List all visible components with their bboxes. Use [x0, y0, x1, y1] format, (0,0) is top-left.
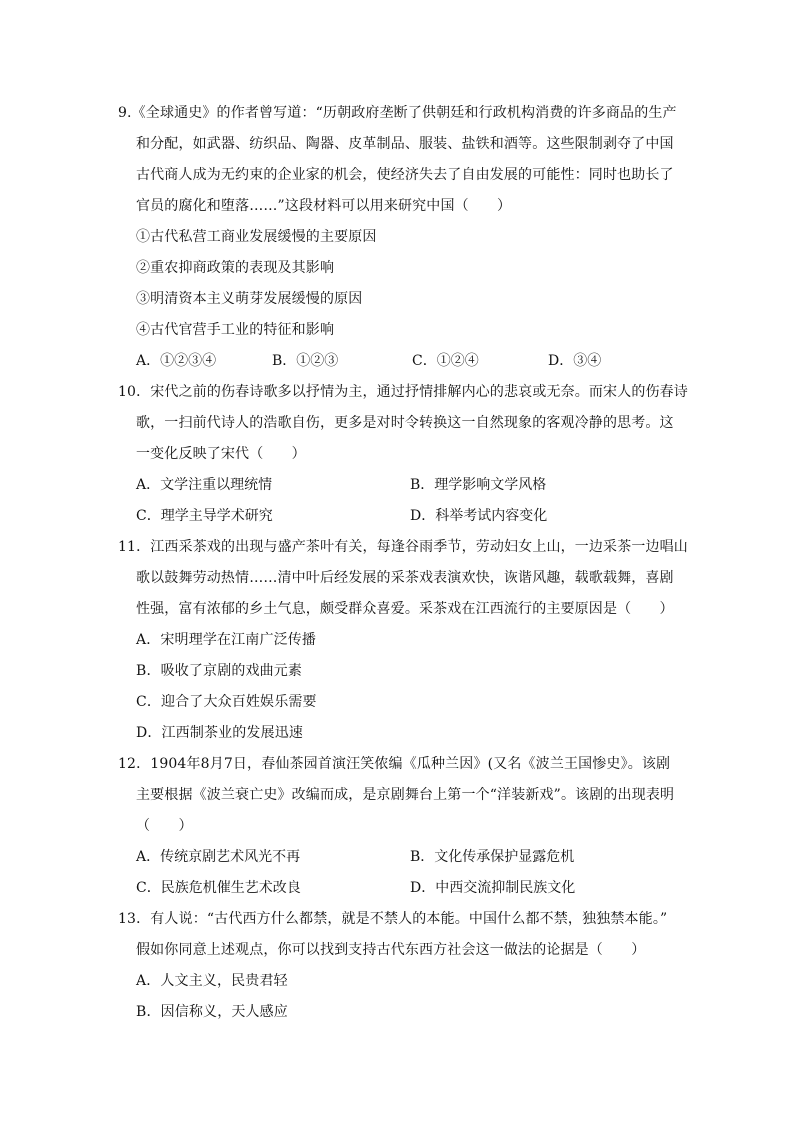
question-11-option-d: D．江西制茶业的发展迅速	[136, 725, 304, 741]
question-9-item-2: ②重农抑商政策的表现及其影响	[136, 260, 335, 276]
question-9-line-2: 和分配，如武器、纺织品、陶器、皮革制品、服装、盐铁和酒等。这些限制剥夺了中国	[136, 136, 674, 152]
question-12-line-1: 12．1904年8月7日，春仙茶园首演汪笑侬编《瓜种兰因》(又名《波兰王国惨史》。该剧	[118, 756, 671, 772]
question-13-option-a: A．人文主义，民贵君轻	[136, 973, 288, 989]
question-12-option-a: A．传统京剧艺术风光不再	[136, 849, 301, 865]
question-9-line-4: 官员的腐化和堕落……”这段材料可以用来研究中国（ ）	[136, 198, 512, 214]
question-10-options-row-1	[118, 470, 678, 501]
question-10-option-c: C．理学主导学术研究	[136, 508, 273, 524]
question-9	[118, 98, 678, 377]
question-12-option-b: B．文化传承保护显露危机	[410, 849, 575, 865]
question-10-options-row-2	[118, 501, 678, 532]
question-12-option-c: C．民族危机催生艺术改良	[136, 880, 301, 896]
question-11	[118, 532, 688, 749]
question-10-option-b: B．理学影响文学风格	[410, 477, 547, 493]
question-12	[118, 749, 678, 904]
question-11-line-1: 11．江西采茶戏的出现与盛产茶叶有关，每逢谷雨季节，劳动妇女上山，一边采茶一边唱山	[118, 539, 688, 555]
question-9-option-a: A．①②③④	[136, 353, 217, 369]
question-10-line-3: 一变化反映了宋代（ ）	[136, 446, 306, 462]
question-11-line-2: 歌以鼓舞劳动热情……清中叶后经发展的采茶戏表演欢快，诙谐风趣，载歌载舞，喜剧	[136, 570, 674, 586]
question-12-options-row-1	[118, 842, 678, 873]
question-12-option-d: D．中西交流抑制民族文化	[410, 880, 576, 896]
question-11-option-b: B．吸收了京剧的戏曲元素	[136, 663, 303, 679]
question-12-line-2: 主要根据《波兰衰亡史》改编而成，是京剧舞台上第一个“洋装新戏”。该剧的出现表明	[136, 787, 675, 803]
question-9-option-b: B．①②③	[272, 353, 339, 369]
question-10-line-1: 10．宋代之前的伤春诗歌多以抒情为主，通过抒情排解内心的悲哀或无奈。而宋人的伤春诗	[118, 384, 688, 400]
question-13-line-1: 13．有人说：“古代西方什么都禁，就是不禁人的本能。中国什么都不禁，独独禁本能。”	[118, 911, 668, 927]
question-9-line-1: 9.《全球通史》的作者曾写道：“历朝政府垄断了供朝廷和行政机构消费的许多商品的生产	[118, 105, 677, 121]
question-12-line-3: （ ）	[136, 818, 193, 834]
question-10-option-d: D．科举考试内容变化	[410, 508, 548, 524]
question-10-line-2: 歌，一扫前代诗人的浩歌自伤，更多是对时令转换这一自然现象的客观冷静的思考。这	[136, 415, 674, 431]
question-9-line-3: 古代商人成为无约束的企业家的机会，使经济失去了自由发展的可能性：同时也助长了	[136, 167, 674, 183]
question-9-item-4: ④古代官营手工业的特征和影响	[136, 322, 335, 338]
question-12-options-row-2	[118, 873, 678, 904]
question-10-option-a: A．文学注重以理统情	[136, 477, 273, 493]
question-11-option-a: A．宋明理学在江南广泛传播	[136, 632, 317, 648]
question-9-item-1: ①古代私营工商业发展缓慢的主要原因	[136, 229, 377, 245]
question-13-option-b: B．因信称义，天人感应	[136, 1004, 288, 1020]
question-9-options	[118, 346, 678, 377]
question-11-line-3: 性强，富有浓郁的乡土气息，颇受群众喜爱。采茶戏在江西流行的主要原因是（ ）	[136, 601, 674, 617]
question-11-option-c: C．迎合了大众百姓娱乐需要	[136, 694, 317, 710]
question-10	[118, 377, 688, 532]
question-9-item-3: ③明清资本主义萌芽发展缓慢的原因	[136, 291, 363, 307]
question-9-option-d: D．③④	[548, 353, 602, 369]
question-13	[118, 904, 678, 1028]
question-9-option-c: C．①②④	[412, 353, 479, 369]
question-13-line-2: 假如你同意上述观点，你可以找到支持古代东西方社会这一做法的论据是（ ）	[136, 942, 646, 958]
